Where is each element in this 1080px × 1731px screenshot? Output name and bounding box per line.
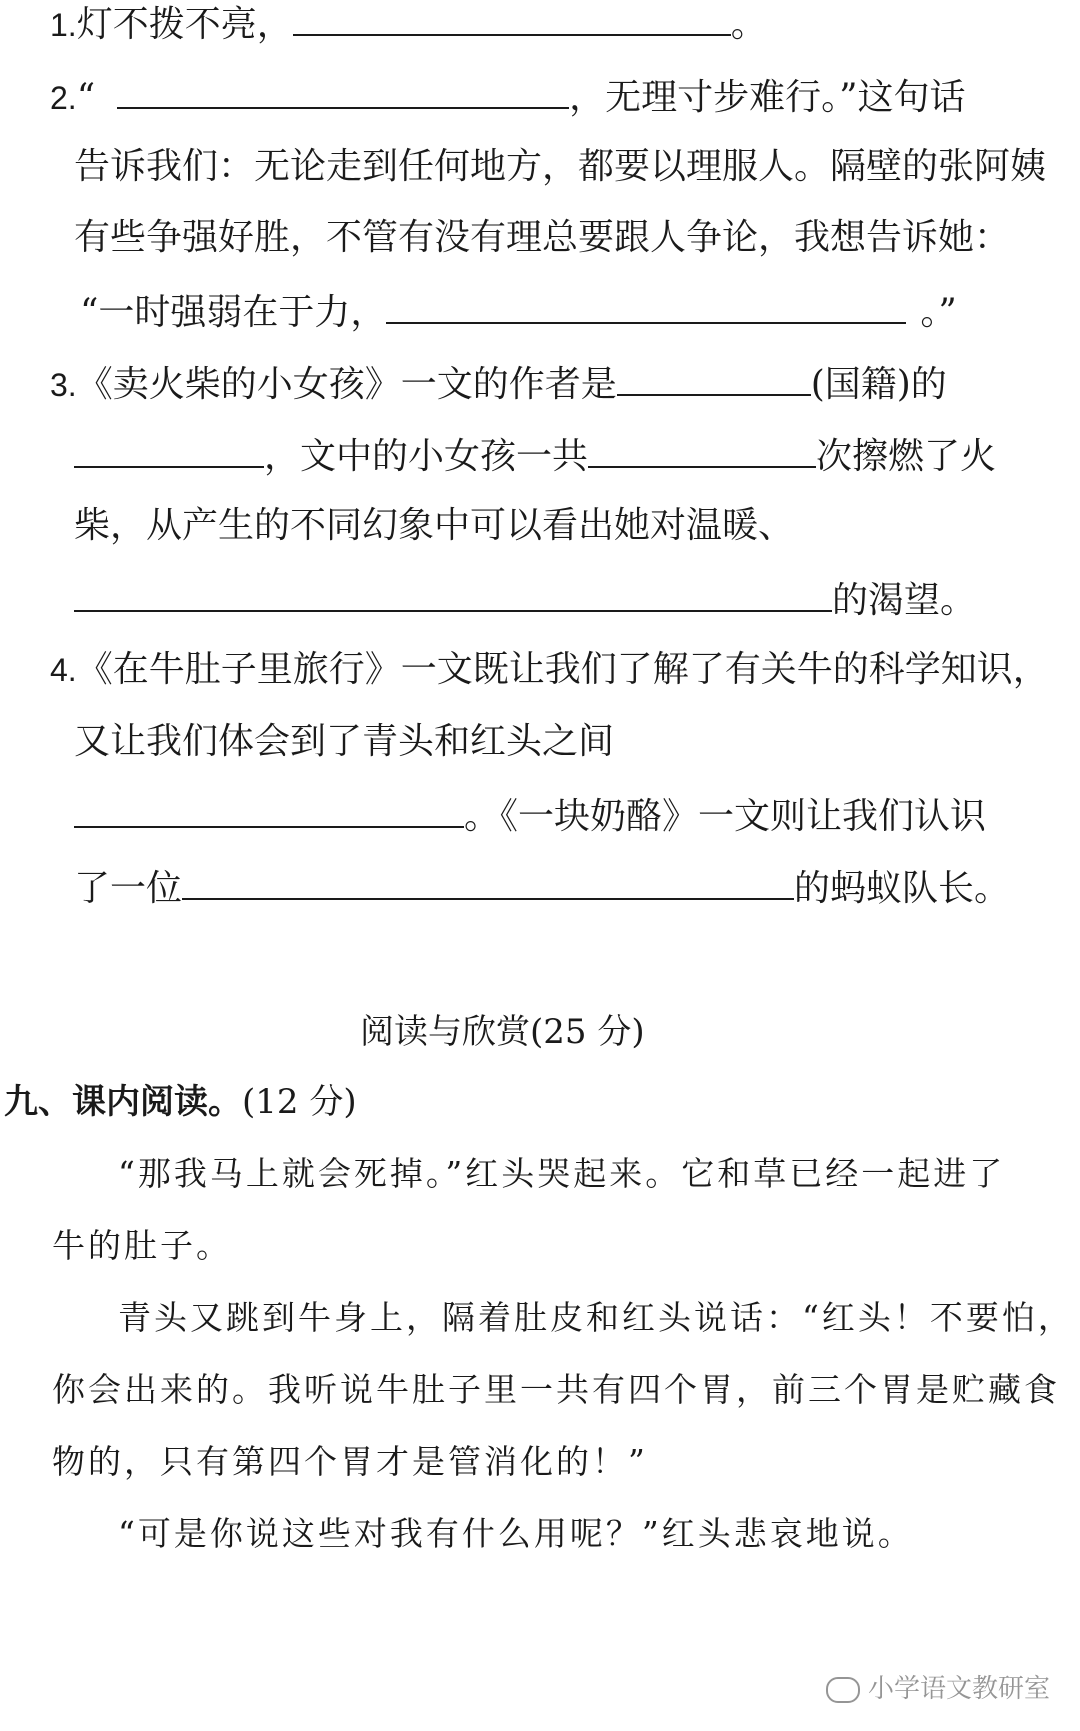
question-text: 有些争强好胜，不管有没有理总要跟人争论，我想告诉她： [74,217,1011,258]
question-text: 了一位 [74,868,183,909]
passage-line: 物的，只有第四个胃才是管消化的！” [52,1442,648,1481]
question-4-line-3 [74,792,986,839]
passage-line: “可是你说这些对我有什么用呢？”红头悲哀地说。 [118,1514,914,1553]
question-4-line-4 [74,864,1010,911]
question-text: 告诉我们：无论走到任何地方，都要以理服人。隔壁的张阿姨 [74,146,1047,187]
question-text: “ [76,77,96,118]
answer-blank[interactable] [117,73,569,109]
answer-blank[interactable] [617,360,811,396]
answer-blank[interactable] [74,432,264,468]
question-text: 柴，从产生的不同幻象中可以看出她对温暖、 [74,505,795,546]
question-4-line-1 [50,648,1049,692]
question-text: 的蚂蚁队长。 [794,868,1011,909]
question-number: 2. [50,80,77,116]
question-2-line-2 [74,145,1046,189]
question-3-line-3 [74,504,794,548]
question-9-score: (12 分) [242,1082,357,1122]
question-text: 又让我们体会到了青头和红头之间 [74,721,615,762]
question-3-line-1 [50,360,947,407]
question-2-line-4 [80,288,957,335]
question-text: ，文中的小女孩一共 [264,436,589,477]
question-text: 。《一块奶酪》一文则让我们认识 [464,796,987,837]
passage-line: 你会出来的。我听说牛肚子里一共有四个胃，前三个胃是贮藏食 [52,1370,1060,1409]
question-text: 《在牛肚子里旅行》一文既让我们了解了有关牛的科学知识， [76,649,1049,690]
watermark [826,1668,1050,1705]
answer-blank[interactable] [293,0,731,36]
question-9-label: 九、课内阅读。 [4,1082,242,1122]
watermark-text: 小学语文教研室 [867,1674,1050,1704]
question-text: 的渴望。 [832,580,977,621]
question-text: 。 [730,4,767,45]
question-text: 。” [920,292,957,333]
answer-blank[interactable] [74,792,464,828]
question-number: 3. [50,367,77,403]
question-text: 灯不拨不亮， [76,4,293,45]
question-2-line-1 [50,73,966,120]
passage-line: 青头又跳到牛身上，隔着肚皮和红头说话：“红头！不要怕， [118,1298,1074,1337]
answer-blank[interactable] [386,288,906,324]
question-text: 《卖火柴的小女孩》一文的作者是 [76,364,617,405]
question-text: ，无理寸步难行。”这句话 [569,77,966,118]
question-9-heading [4,1080,357,1124]
section-title: 阅读与欣赏(25 分) [360,1012,645,1052]
question-2-line-3 [74,216,1010,260]
question-1 [50,0,767,47]
question-number: 4. [50,652,77,688]
question-text: “一时强弱在于力， [80,292,387,333]
answer-blank[interactable] [588,432,816,468]
passage-line: “那我马上就会死掉。”红头哭起来。它和草已经一起进了 [118,1154,1006,1193]
question-3-line-2 [74,432,996,479]
answer-blank[interactable] [74,576,832,612]
passage-line: 牛的肚子。 [52,1226,232,1265]
question-text: 次擦燃了火 [816,436,997,477]
question-3-line-4 [74,576,976,623]
wechat-icon [826,1677,860,1703]
question-number: 1. [50,7,77,43]
question-4-line-2 [74,720,614,764]
answer-blank[interactable] [182,864,794,900]
question-text: (国籍)的 [810,364,947,405]
